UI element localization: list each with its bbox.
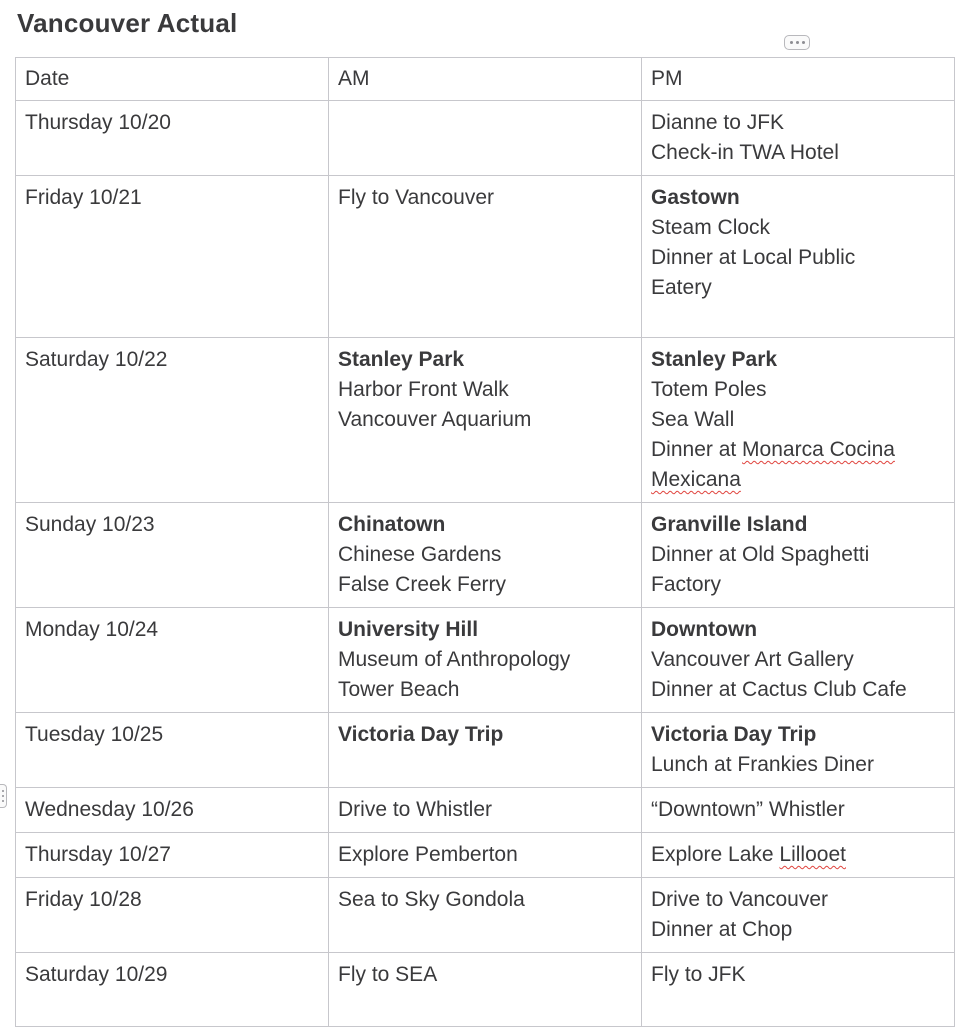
cell-line — [338, 183, 632, 213]
cell-text: Dianne to JFK — [651, 111, 785, 134]
cell-text: False Creek Ferry — [338, 573, 507, 596]
pm-cell[interactable] — [642, 176, 955, 338]
cell-text: Lunch at Frankies Diner — [651, 753, 874, 776]
cell-heading — [338, 510, 632, 540]
cell-heading — [338, 345, 632, 375]
cell-line — [651, 750, 945, 780]
cell-text: Vancouver Aquarium — [338, 408, 532, 431]
cell-text: Stanley Park — [338, 348, 465, 371]
cell-text: Drive to Vancouver — [651, 888, 829, 911]
cell-line — [338, 570, 632, 600]
dot-icon — [2, 800, 4, 802]
cell-text: Steam Clock — [651, 216, 771, 239]
cell-text: Totem Poles — [651, 378, 767, 401]
cell-line — [338, 405, 632, 435]
pm-cell[interactable] — [642, 608, 955, 713]
cell-text: Fly to SEA — [338, 963, 438, 986]
table-row — [16, 503, 955, 608]
cell-line — [338, 885, 632, 915]
cell-text: Dinner at Chop — [651, 918, 793, 941]
cell-text: Dinner at Cactus Club Cafe — [651, 678, 907, 701]
cell-heading — [651, 720, 945, 750]
pm-cell[interactable] — [642, 713, 955, 788]
cell-text: University Hill — [338, 618, 479, 641]
dot-icon — [790, 41, 793, 44]
dot-icon — [802, 41, 805, 44]
date-cell[interactable]: Monday 10/24 — [16, 608, 329, 713]
cell-line — [651, 885, 945, 915]
cell-text: Victoria Day Trip — [651, 723, 817, 746]
cell-line — [651, 435, 945, 465]
date-cell[interactable]: Sunday 10/23 — [16, 503, 329, 608]
date-cell[interactable]: Tuesday 10/25 — [16, 713, 329, 788]
am-cell[interactable] — [329, 953, 642, 1027]
table-header-row — [16, 58, 955, 101]
am-cell[interactable] — [329, 878, 642, 953]
header-cell-pm[interactable]: PM — [642, 58, 955, 101]
table-row — [16, 608, 955, 713]
am-cell[interactable] — [329, 713, 642, 788]
cell-line — [651, 138, 945, 168]
cell-text: Museum of Anthropology — [338, 648, 571, 671]
cell-line — [651, 570, 945, 600]
am-cell[interactable] — [329, 788, 642, 833]
pm-cell[interactable] — [642, 338, 955, 503]
cell-line — [651, 915, 945, 945]
pm-cell[interactable] — [642, 101, 955, 176]
cell-line — [651, 465, 945, 495]
cell-line — [338, 795, 632, 825]
cell-text: Drive to Whistler — [338, 798, 493, 821]
cell-text: Explore Pemberton — [338, 843, 518, 866]
cell-text: Chinatown — [338, 513, 446, 536]
header-cell-am[interactable]: AM — [329, 58, 642, 101]
cell-text: Victoria Day Trip — [338, 723, 504, 746]
cell-text: Factory — [651, 573, 722, 596]
itinerary-table[interactable] — [15, 57, 955, 1027]
date-cell[interactable]: Friday 10/21 — [16, 176, 329, 338]
cell-line — [338, 645, 632, 675]
am-cell[interactable] — [329, 101, 642, 176]
cell-text: Tower Beach — [338, 678, 460, 701]
dot-icon — [2, 795, 4, 797]
cell-text: Dinner at Old Spaghetti — [651, 543, 870, 566]
date-cell[interactable]: Wednesday 10/26 — [16, 788, 329, 833]
am-cell[interactable] — [329, 833, 642, 878]
cell-line — [338, 375, 632, 405]
cell-text: Granville Island — [651, 513, 808, 536]
cell-line — [651, 273, 945, 303]
table-row — [16, 953, 955, 1027]
cell-line — [651, 108, 945, 138]
cell-line — [338, 840, 632, 870]
cell-line — [338, 675, 632, 705]
dot-icon — [796, 41, 799, 44]
cell-text: Harbor Front Walk — [338, 378, 509, 401]
cell-heading — [651, 345, 945, 375]
am-cell[interactable] — [329, 176, 642, 338]
cell-heading — [338, 615, 632, 645]
cell-text: Vancouver Art Gallery — [651, 648, 854, 671]
table-row — [16, 833, 955, 878]
cell-text: Chinese Gardens — [338, 543, 502, 566]
cell-line — [651, 540, 945, 570]
cell-line — [651, 375, 945, 405]
pm-cell[interactable] — [642, 878, 955, 953]
cell-line — [651, 405, 945, 435]
cell-line — [651, 675, 945, 705]
cell-text: Check-in TWA Hotel — [651, 141, 839, 164]
cell-text: Dinner at — [651, 438, 743, 461]
cell-line — [651, 795, 945, 825]
cell-text: “Downtown” Whistler — [651, 798, 845, 821]
table-row — [16, 176, 955, 338]
cell-line — [651, 243, 945, 273]
table-row — [16, 878, 955, 953]
pm-cell[interactable] — [642, 788, 955, 833]
cell-line — [651, 645, 945, 675]
cell-line — [338, 540, 632, 570]
cell-text: Stanley Park — [651, 348, 778, 371]
cell-text: Sea Wall — [651, 408, 735, 431]
table-row — [16, 101, 955, 176]
cell-heading — [338, 720, 632, 750]
misspelled-word[interactable]: Mexicana — [651, 468, 741, 491]
cell-heading — [651, 510, 945, 540]
table-row — [16, 713, 955, 788]
am-cell[interactable] — [329, 608, 642, 713]
cell-text: Sea to Sky Gondola — [338, 888, 525, 911]
cell-heading — [651, 615, 945, 645]
cell-text: Fly to JFK — [651, 963, 746, 986]
date-cell[interactable]: Saturday 10/29 — [16, 953, 329, 1027]
date-cell[interactable]: Friday 10/28 — [16, 878, 329, 953]
date-cell[interactable]: Thursday 10/20 — [16, 101, 329, 176]
cell-line — [651, 840, 945, 870]
cell-text: Fly to Vancouver — [338, 186, 495, 209]
am-cell[interactable] — [329, 503, 642, 608]
misspelled-word[interactable]: Monarca Cocina — [742, 438, 895, 461]
date-cell[interactable]: Thursday 10/27 — [16, 833, 329, 878]
cell-text: Downtown — [651, 618, 758, 641]
cell-text: Explore Lake — [651, 843, 780, 866]
header-cell-date[interactable]: Date — [16, 58, 329, 101]
cell-line — [338, 960, 632, 990]
pm-cell[interactable] — [642, 833, 955, 878]
cell-text: Eatery — [651, 276, 712, 299]
table-more-options-icon[interactable] — [784, 35, 810, 50]
dot-icon — [2, 790, 4, 792]
cell-heading — [651, 183, 945, 213]
table-row — [16, 338, 955, 503]
cell-text: Dinner at Local Public — [651, 246, 856, 269]
am-cell[interactable] — [329, 338, 642, 503]
cell-line — [651, 213, 945, 243]
table-row — [16, 788, 955, 833]
cell-line — [651, 960, 945, 990]
pm-cell[interactable] — [642, 503, 955, 608]
date-cell[interactable]: Saturday 10/22 — [16, 338, 329, 503]
pm-cell[interactable] — [642, 953, 955, 1027]
misspelled-word[interactable]: Lillooet — [779, 843, 846, 866]
note-title: Vancouver Actual — [17, 8, 238, 38]
row-handle-icon[interactable] — [0, 784, 7, 808]
cell-text: Gastown — [651, 186, 740, 209]
